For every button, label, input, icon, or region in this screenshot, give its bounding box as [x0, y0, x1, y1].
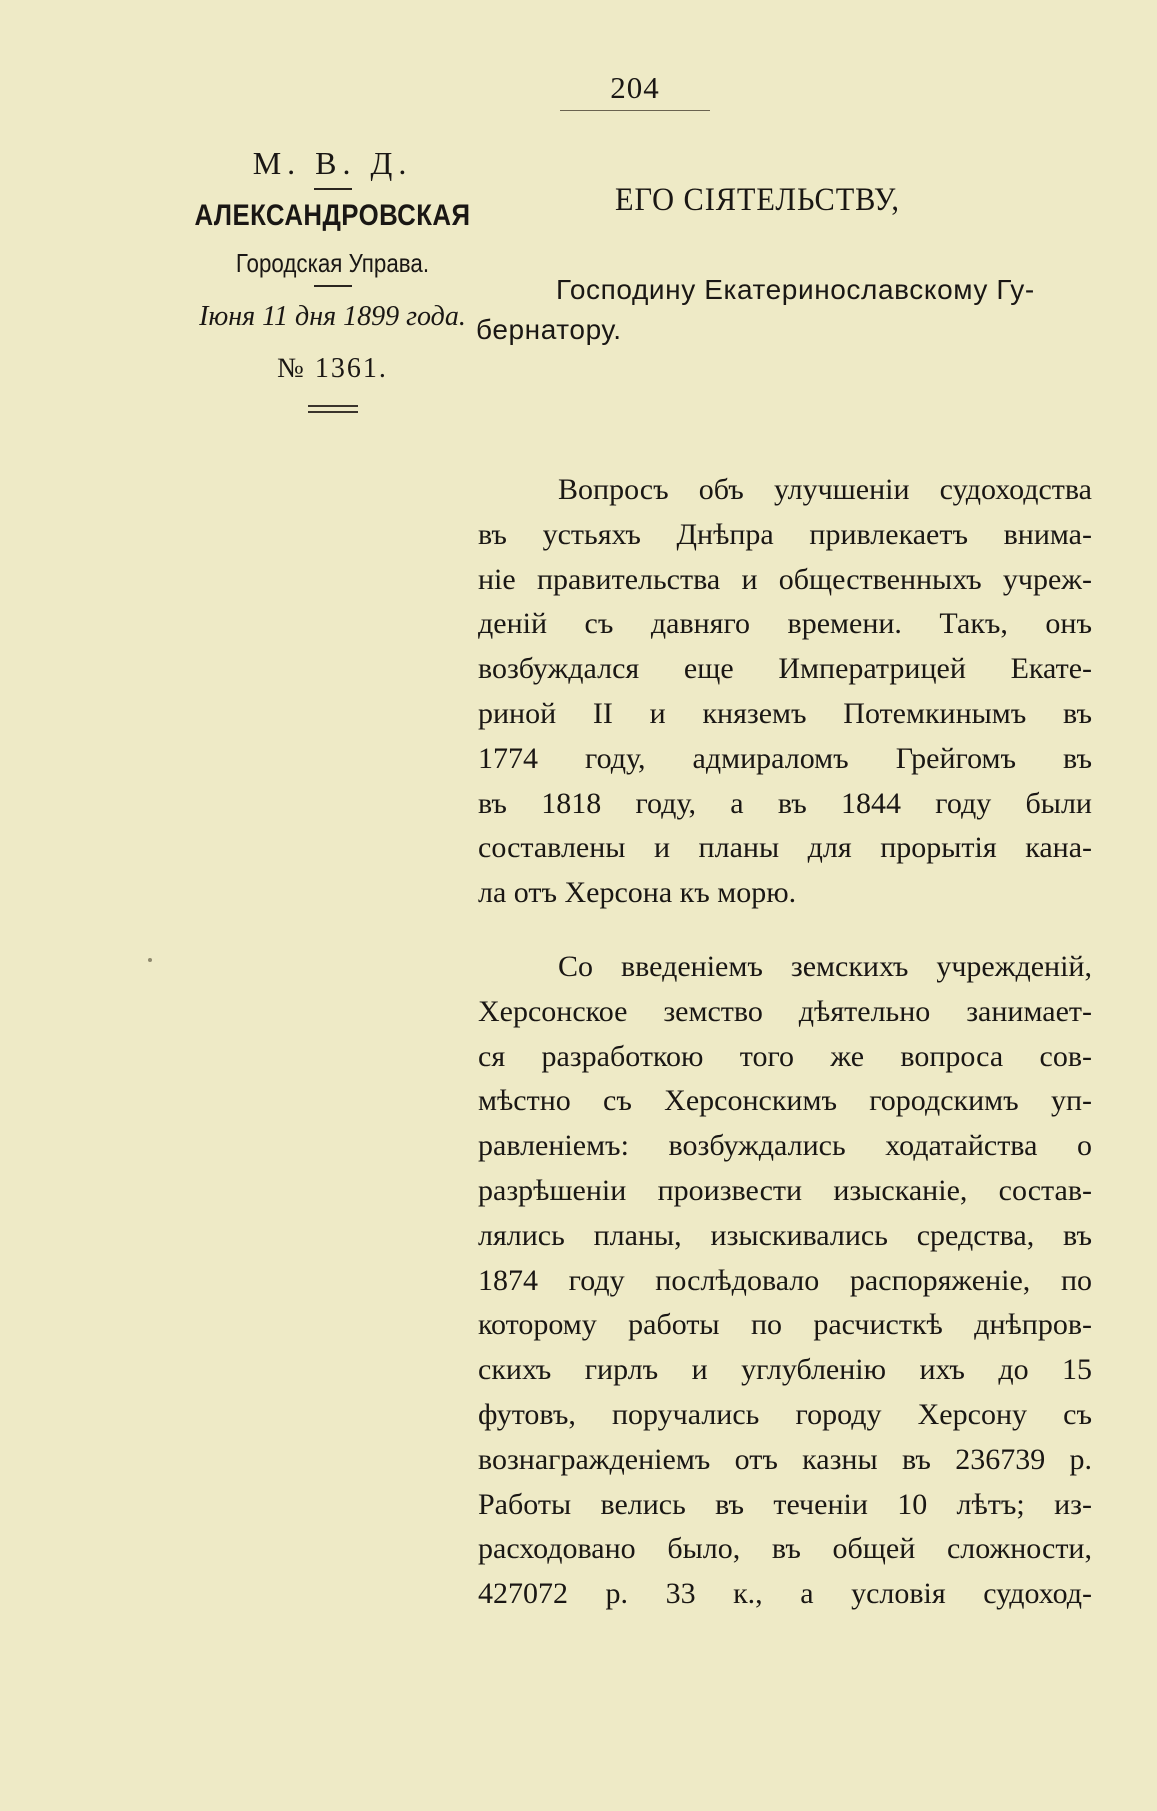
- ministry-abbreviation: М. В. Д.: [252, 145, 413, 181]
- text-line: Херсонское земство дѣятельно занимает-: [478, 994, 1092, 1028]
- letter-date: Іюня 11 дня 1899 года.: [199, 301, 466, 332]
- text-line: расходовано было, въ общей сложности,: [478, 1532, 1092, 1566]
- addressee: [476, 270, 1090, 350]
- board-divider: [314, 285, 352, 287]
- body-paragraph-2: [478, 945, 1092, 1617]
- paper-speck: [148, 958, 152, 962]
- address-title: ЕГО СІЯТЕЛЬСТВУ,: [615, 182, 900, 218]
- board-name: АЛЕКСАНДРОВСКАЯ: [194, 199, 471, 232]
- text-line: риной II и княземъ Потемкинымъ въ: [478, 696, 1092, 730]
- addressee-line: Господину Екатеринославскому Гу-: [556, 274, 1035, 305]
- text-line: ся разработкою того же вопроса сов-: [478, 1039, 1092, 1073]
- text-line: лялись планы, изыскивались средства, въ: [478, 1218, 1092, 1252]
- text-line: въ устьяхъ Днѣпра привлекаетъ внима-: [478, 517, 1092, 551]
- text-line: 1874 году послѣдовало распоряженіе, по: [478, 1263, 1092, 1297]
- text-line: въ 1818 году, а въ 1844 году были: [478, 786, 1092, 820]
- text-line: равленіемъ: возбуждались ходатайства о: [478, 1129, 1092, 1163]
- addressee-line: бернатору.: [476, 314, 622, 345]
- text-line: мѣстно съ Херсонскимъ городскимъ уп-: [478, 1084, 1092, 1118]
- text-line: составлены и планы для прорытія кана-: [478, 831, 1092, 865]
- header-divider: [314, 188, 352, 190]
- page-number: 204: [610, 70, 660, 105]
- text-line: 427072 р. 33 к., а условія судоход-: [478, 1577, 1092, 1611]
- text-line: 1774 году, адмираломъ Грейгомъ въ: [478, 741, 1092, 775]
- double-divider: [308, 405, 358, 413]
- text-line: футовъ, поручались городу Херсону съ: [478, 1397, 1092, 1431]
- page-number-rule: [560, 110, 710, 111]
- text-line: Работы велись въ теченіи 10 лѣтъ; из-: [478, 1487, 1092, 1521]
- text-line: Со введеніемъ земскихъ учрежденій,: [558, 950, 1092, 983]
- letter-number: № 1361.: [277, 353, 388, 384]
- text-line: скихъ гирлъ и углубленію ихъ до 15: [478, 1353, 1092, 1387]
- text-line: разрѣшеніи произвести изысканіе, состав-: [478, 1173, 1092, 1207]
- text-line: Вопросъ объ улучшеніи судоходства: [558, 473, 1092, 506]
- text-line: деній съ давняго времени. Такъ, онъ: [478, 607, 1092, 641]
- text-line: ла отъ Херсона къ морю.: [478, 876, 797, 910]
- body-paragraph-1: [478, 468, 1092, 916]
- text-line: вознагражденіемъ отъ казны въ 236739 р.: [478, 1442, 1092, 1476]
- sender-block: [170, 145, 495, 413]
- text-line: возбуждался еще Императрицей Екате-: [478, 652, 1092, 686]
- board-type: Городская Управа.: [235, 248, 430, 278]
- text-line: которому работы по расчисткѣ днѣпров-: [478, 1308, 1092, 1342]
- text-line: ніе правительства и общественныхъ учреж-: [478, 562, 1092, 596]
